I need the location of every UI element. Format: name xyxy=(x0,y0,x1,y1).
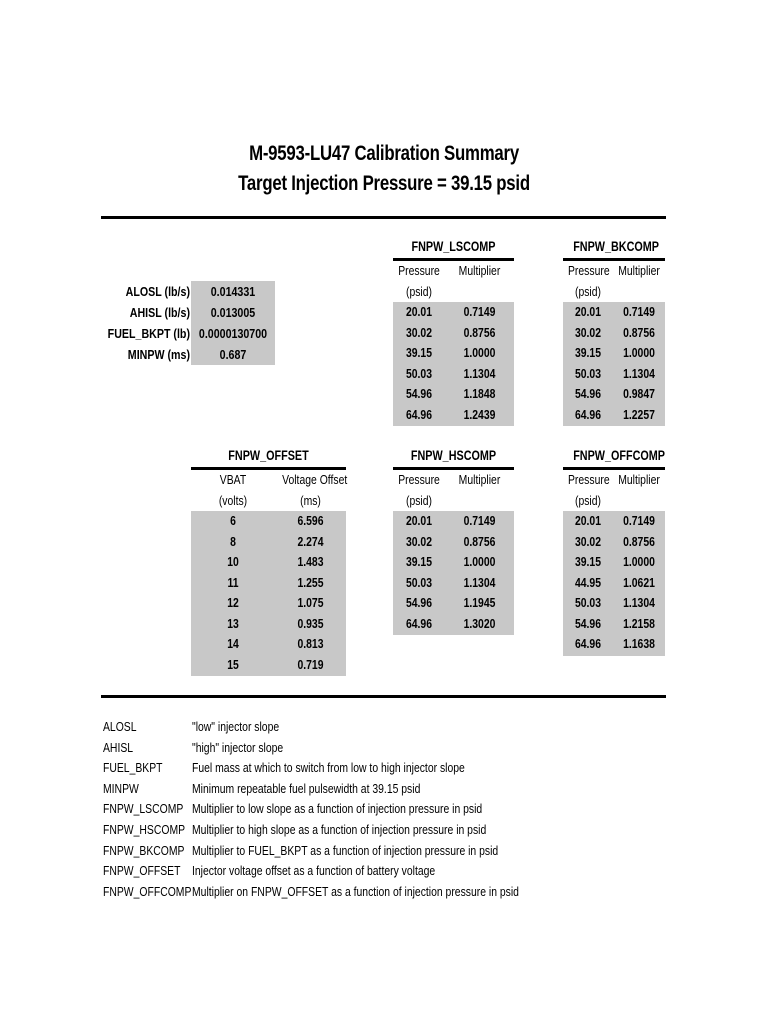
page-title: M-9593-LU47 Calibration Summary xyxy=(249,142,519,165)
table-title: FNPW_OFFCOMP xyxy=(573,448,665,463)
glossary-description: "low" injector slope xyxy=(192,719,280,734)
table-cell: 6.596 xyxy=(297,513,324,528)
param-label-fuel-bkpt: FUEL_BKPT (lb) xyxy=(107,326,190,341)
column-header: (volts) xyxy=(218,493,248,508)
table-cell: 1.0000 xyxy=(623,345,655,360)
table-cell: 1.255 xyxy=(297,574,324,590)
column-header xyxy=(618,491,660,511)
table-cell: 54.96 xyxy=(574,615,602,631)
table-cell: 1.0621 xyxy=(623,574,655,590)
table-cell: 1.1304 xyxy=(463,574,496,590)
column-header: Multiplier xyxy=(458,263,501,278)
table-cell: 1.483 xyxy=(297,554,324,569)
column-header: Multiplier xyxy=(618,263,660,278)
table-cell: 30.02 xyxy=(405,324,433,340)
table-cell: 0.7149 xyxy=(463,513,496,528)
table-cell: 12 xyxy=(227,595,239,610)
table-cell: 0.8756 xyxy=(463,324,496,340)
table-cell: 50.03 xyxy=(574,595,602,610)
glossary-description: Fuel mass at which to switch from low to high injector slope xyxy=(192,760,465,776)
table-cell: 0.7149 xyxy=(623,513,655,528)
column-header: Pressure xyxy=(398,263,440,278)
param-label-ahisl: AHISL (lb/s) xyxy=(129,305,190,320)
glossary-term: FNPW_OFFCOMP xyxy=(103,883,192,899)
glossary-description: Injector voltage offset as a function of battery voltage xyxy=(192,863,436,879)
column-header: (ms) xyxy=(300,493,321,508)
glossary-term: AHISL xyxy=(103,739,134,755)
table-cell: 50.03 xyxy=(405,574,433,590)
table-cell: 30.02 xyxy=(405,533,433,549)
table-cell: 20.01 xyxy=(574,304,602,319)
table-cell: 39.15 xyxy=(405,345,433,360)
table-cell: 0.9847 xyxy=(623,386,655,401)
table-cell: 0.7149 xyxy=(463,304,496,319)
table-cell: 64.96 xyxy=(574,636,602,651)
glossary-term: ALOSL xyxy=(103,719,137,734)
table-cell: 0.8756 xyxy=(623,533,655,549)
table-cell: 1.075 xyxy=(297,595,324,610)
table-title: FNPW_BKCOMP xyxy=(573,239,659,254)
table-cell: 1.1848 xyxy=(463,386,496,401)
table-cell: 50.03 xyxy=(405,365,433,381)
table-cell: 15 xyxy=(227,656,239,672)
column-header: (psid) xyxy=(405,493,432,508)
column-header: Multiplier xyxy=(458,472,501,487)
glossary-description: Multiplier to low slope as a function of injection pressure in psid xyxy=(192,801,483,817)
glossary-term: FNPW_BKCOMP xyxy=(103,842,185,858)
table-title: FNPW_LSCOMP xyxy=(411,239,496,254)
table-cell: 50.03 xyxy=(574,365,602,381)
table-cell: 0.8756 xyxy=(463,533,496,549)
column-header: Multiplier xyxy=(618,472,660,487)
param-label-alosl: ALOSL (lb/s) xyxy=(125,284,190,299)
table-title: FNPW_HSCOMP xyxy=(410,448,497,463)
param-value-ahisl: 0.013005 xyxy=(210,305,256,320)
table-cell: 20.01 xyxy=(574,513,602,528)
table-cell: 0.8756 xyxy=(623,324,655,340)
glossary-description: "high" injector slope xyxy=(192,739,284,755)
table-cell: 1.1304 xyxy=(623,365,655,381)
column-header: VBAT xyxy=(219,472,247,487)
table-cell: 1.1638 xyxy=(623,636,655,651)
param-label-minpw: MINPW (ms) xyxy=(127,347,190,362)
table-cell: 1.0000 xyxy=(463,345,496,360)
table-cell: 1.1304 xyxy=(623,595,655,610)
table-cell: 44.95 xyxy=(574,574,602,590)
table-cell: 39.15 xyxy=(405,554,433,569)
table-cell: 54.96 xyxy=(405,386,433,401)
param-value-minpw: 0.687 xyxy=(219,347,247,362)
table-cell: 64.96 xyxy=(574,406,602,422)
table-cell: 54.96 xyxy=(405,595,433,610)
table-cell: 1.1945 xyxy=(463,595,496,610)
table-cell: 1.0000 xyxy=(623,554,655,569)
column-header: Voltage Offset xyxy=(282,472,348,487)
column-header: (psid) xyxy=(574,493,601,508)
param-value-fuel-bkpt: 0.0000130700 xyxy=(198,326,268,341)
param-value-alosl: 0.014331 xyxy=(210,284,256,299)
table-cell: 39.15 xyxy=(574,345,602,360)
table-cell: 2.274 xyxy=(297,533,324,549)
top-divider xyxy=(101,216,666,219)
glossary-description: Multiplier to high slope as a function of injection pressure in psid xyxy=(192,822,487,837)
table-cell: 1.2158 xyxy=(623,615,655,631)
column-header: Pressure xyxy=(568,263,610,278)
table-cell: 10 xyxy=(227,554,239,569)
table-cell: 1.2257 xyxy=(623,406,655,422)
table-cell: 0.813 xyxy=(297,636,324,651)
table-cell: 0.719 xyxy=(297,656,324,672)
table-cell: 1.2439 xyxy=(463,406,496,422)
glossary-term: FNPW_LSCOMP xyxy=(103,801,184,817)
column-header: (psid) xyxy=(405,284,432,299)
column-header: Pressure xyxy=(398,472,440,487)
glossary-term: FNPW_OFFSET xyxy=(103,863,181,879)
table-cell: 0.935 xyxy=(297,615,324,631)
table-cell: 8 xyxy=(230,533,236,549)
table-cell: 1.3020 xyxy=(463,615,496,631)
table-cell: 1.1304 xyxy=(463,365,496,381)
table-cell: 64.96 xyxy=(405,615,433,631)
glossary-term: FNPW_HSCOMP xyxy=(103,822,186,837)
table-cell: 30.02 xyxy=(574,324,602,340)
table-cell: 20.01 xyxy=(405,304,433,319)
table-cell: 14 xyxy=(227,636,239,651)
glossary-description: Multiplier on FNPW_OFFSET as a function of injection pressure in psid xyxy=(192,883,519,899)
table-cell: 6 xyxy=(230,513,236,528)
table-cell: 13 xyxy=(227,615,239,631)
table-cell: 20.01 xyxy=(405,513,433,528)
column-header xyxy=(618,282,660,302)
table-cell: 11 xyxy=(227,574,239,590)
glossary-term: MINPW xyxy=(103,780,139,796)
table-cell: 1.0000 xyxy=(463,554,496,569)
bottom-divider xyxy=(101,695,666,698)
page-subtitle: Target Injection Pressure = 39.15 psid xyxy=(238,172,530,195)
column-header xyxy=(452,282,507,302)
glossary-term: FUEL_BKPT xyxy=(103,760,163,776)
table-cell: 30.02 xyxy=(574,533,602,549)
table-cell: 39.15 xyxy=(574,554,602,569)
glossary-description: Minimum repeatable fuel pulsewidth at 39.15 psid xyxy=(192,780,421,796)
table-cell: 54.96 xyxy=(574,386,602,401)
column-header: Pressure xyxy=(568,472,610,487)
column-header xyxy=(452,491,507,511)
table-cell: 0.7149 xyxy=(623,304,655,319)
table-title: FNPW_OFFSET xyxy=(228,448,309,463)
table-cell: 64.96 xyxy=(405,406,433,422)
column-header: (psid) xyxy=(574,284,601,299)
glossary-description: Multiplier to FUEL_BKPT as a function of injection pressure in psid xyxy=(192,842,499,858)
